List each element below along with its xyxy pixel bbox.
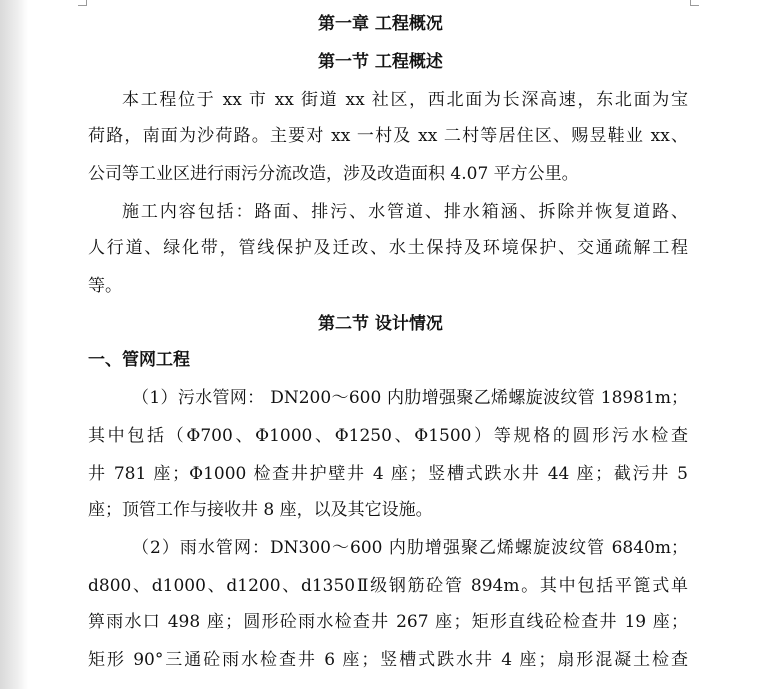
paragraph-line: （2）雨水管网：DN300～600 内肋增强聚乙烯螺旋波纹管 6840m； bbox=[132, 538, 688, 558]
paragraph-line: 公司等工业区进行雨污分流改造，涉及改造面积 4.07 平方公里。 bbox=[88, 164, 579, 184]
paragraph-line: 人行道、绿化带，管线保护及迁改、水土保持及环境保护、交通疏解工程 bbox=[88, 238, 688, 258]
subsection-title: 一、管网工程 bbox=[88, 350, 190, 370]
paragraph-line: 施工内容包括：路面、排污、水管道、排水箱涵、拆除并恢复道路、 bbox=[122, 202, 688, 222]
paragraph-line: 箅雨水口 498 座；圆形砼雨水检查井 267 座；矩形直线砼检查井 19 座； bbox=[88, 612, 688, 632]
chapter-title: 第一章 工程概况 bbox=[318, 14, 443, 34]
paragraph-line: 其中包括（Φ700、Φ1000、Φ1250、Φ1500）等规格的圆形污水检查 bbox=[88, 426, 688, 446]
paragraph-line: 等。 bbox=[88, 276, 122, 296]
paragraph-line: 座；顶管工作与接收井 8 座，以及其它设施。 bbox=[88, 500, 433, 520]
paragraph-line: 矩形 90°三通砼雨水检查井 6 座；竖槽式跌水井 4 座；扇形混凝土检查 bbox=[88, 650, 688, 670]
paragraph-line: （1）污水管网： DN200～600 内肋增强聚乙烯螺旋波纹管 18981m； bbox=[132, 388, 688, 408]
paragraph-line: 本工程位于 xx 市 xx 街道 xx 社区，西北面为长深高速，东北面为宝 bbox=[122, 90, 688, 110]
section-title: 第二节 设计情况 bbox=[318, 314, 443, 334]
paragraph-line: 井 781 座；Φ1000 检查井护壁井 4 座；竖槽式跌水井 44 座；截污井 5 bbox=[88, 464, 688, 484]
paragraph-line: 荷路，南面为沙荷路。主要对 xx 一村及 xx 二村等居住区、赐昱鞋业 xx、 bbox=[88, 126, 688, 146]
paragraph-line: d800、d1000、d1200、d1350Ⅱ级钢筋砼管 894m。其中包括平篦式单 bbox=[88, 576, 688, 596]
section-title: 第一节 工程概述 bbox=[318, 52, 443, 72]
